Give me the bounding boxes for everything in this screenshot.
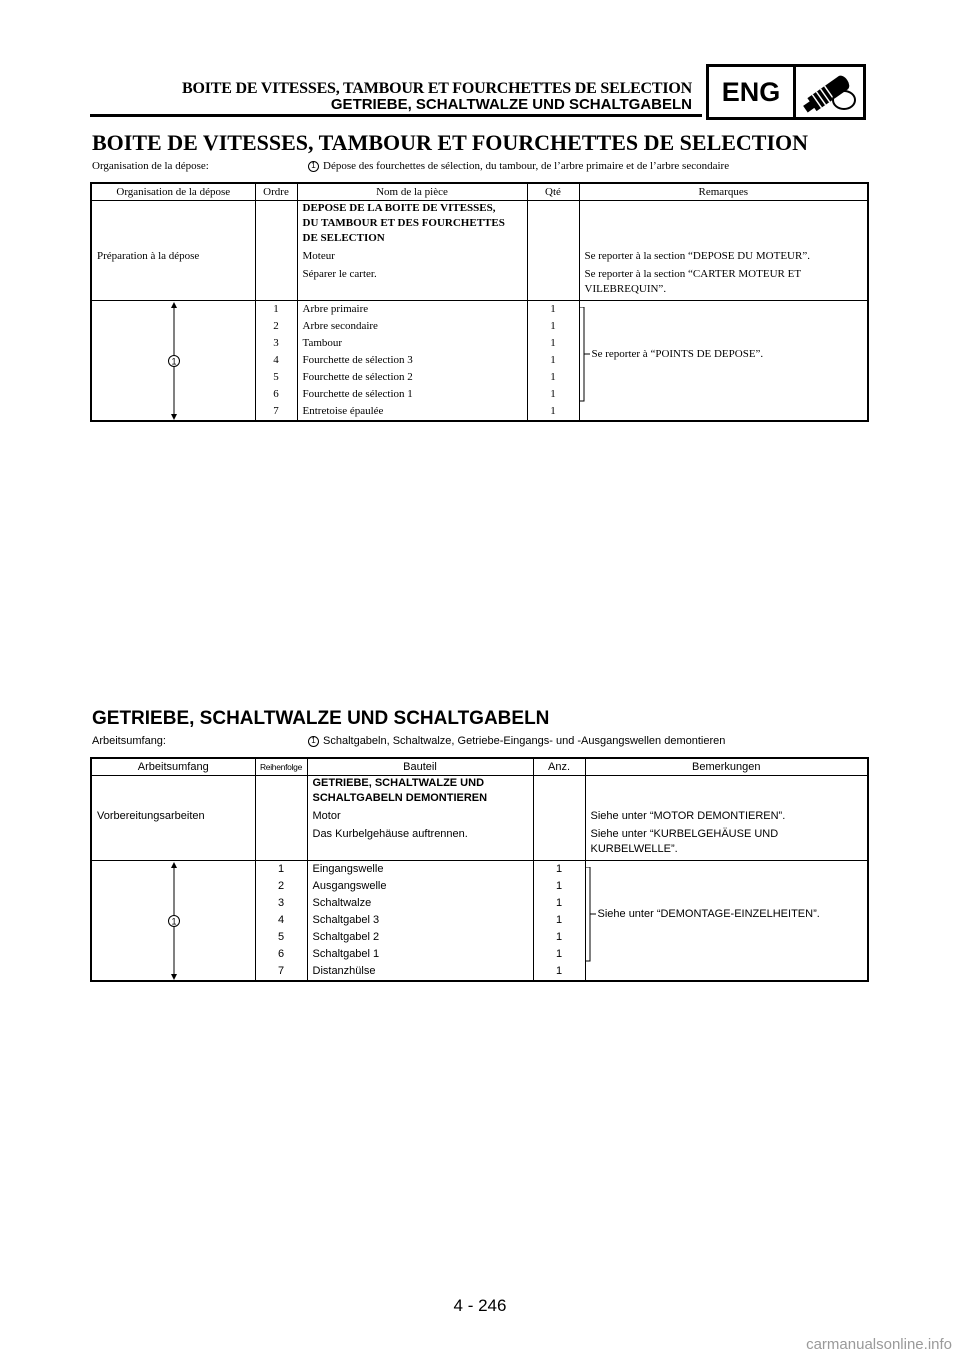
page-number: 4 - 246 [453,1296,507,1315]
col-header: Organisation de la dépose [91,183,255,201]
col-header: Ordre [255,183,297,201]
engine-bolt-icon [796,67,863,117]
section-title-de: GETRIEBE, SCHALTWALZE UND SCHALTGABELN [92,708,550,729]
table-de [90,757,869,982]
col-header: Qté [527,183,579,201]
table-row: 5 Fourchette de sélection 2 1 [91,369,868,386]
col-header: Remarques [579,183,868,201]
table-row: 2 Ausgangswelle 1 [91,878,868,895]
table-fr [90,182,869,422]
scope-value-fr [308,160,729,172]
scope-text-de: Schaltgabeln, Schaltwalze, Getriebe-Eingangs- und -Ausgangswellen demontieren [323,735,726,747]
job-title-fr: DEPOSE DE LA BOITE DE VITESSES, DU TAMBOUR ET DES FOURCHETTES DE SELECTION [297,201,527,247]
col-header: Bauteil [307,758,533,776]
table-row [91,201,868,247]
table-header-fr [91,183,868,201]
circle-marker: 1 [308,736,319,747]
group-arrow-de [91,861,255,982]
header-title-fr: BOITE DE VITESSES, TAMBOUR ET FOURCHETTES DE SELECTION [182,80,692,97]
prep-label-fr: Préparation à la dépose [91,246,255,264]
header-rule [90,114,702,117]
scope-label-fr: Organisation de la dépose: [92,160,209,172]
group-marker-de: 1 [171,916,177,927]
table-row: 5 Schaltgabel 2 1 [91,929,868,946]
circle-marker: 1 [308,161,319,172]
table-row: 6 Schaltgabel 1 1 [91,946,868,963]
table-row: Préparation à la dépose Moteur Se reporter à la section “DEPOSE DU MOTEUR”. [91,246,868,264]
table-row: 2 Arbre secondaire 1 [91,318,868,335]
table-header-de [91,758,868,776]
section-title-fr: BOITE DE VITESSES, TAMBOUR ET FOURCHETTES DE SELECTION [92,130,809,155]
table-row: 1 1 Arbre primaire 1 Se reporter à “POINTS DE DEPOSE”. [91,301,868,319]
group-arrow-fr [91,301,255,422]
col-header: Nom de la pièce [297,183,527,201]
watermark[interactable]: carmanualsonline.info [806,1336,952,1353]
table-row: 7 Entretoise épaulée 1 [91,403,868,421]
eng-badge-label: ENG [709,67,796,117]
job-title-de: GETRIEBE, SCHALTWALZE UND SCHALTGABELN DEMONTIEREN [307,776,533,807]
scope-text-fr: Dépose des fourchettes de sélection, du tambour, de l’arbre primaire et de l’arbre secondaire [323,160,730,172]
col-header: Arbeitsumfang [91,758,255,776]
table-row: 1 1 Eingangswelle 1 Siehe unter “DEMONTAGE-EINZELHEITEN”. [91,861,868,879]
scope-value-de [308,735,725,747]
table-row: 4 Fourchette de sélection 3 1 [91,352,868,369]
scope-label-de: Arbeitsumfang: [92,735,166,747]
table-row: Vorbereitungsarbeiten Motor Siehe unter “MOTOR DEMONTIEREN”. [91,806,868,824]
table-row [91,776,868,807]
table-row: 6 Fourchette de sélection 1 1 [91,386,868,403]
col-header: Anz. [533,758,585,776]
table-row: 3 Tambour 1 [91,335,868,352]
group-marker-fr: 1 [171,356,177,367]
table-row: 7 Distanzhülse 1 [91,963,868,981]
eng-badge [706,64,866,120]
group-remark-de: Siehe unter “DEMONTAGE-EINZELHEITEN”. [585,861,868,982]
col-header: Bemerkungen [585,758,868,776]
prep-label-de: Vorbereitungsarbeiten [91,806,255,824]
group-remark-fr: Se reporter à “POINTS DE DEPOSE”. [579,301,868,422]
table-row: 3 Schaltwalze 1 [91,895,868,912]
header-title-de: GETRIEBE, SCHALTWALZE UND SCHALTGABELN [330,96,692,113]
col-header: Reihenfolge [255,758,307,776]
table-row: Das Kurbelgehäuse auftrennen. Siehe unter “KURBELGEHÄUSE UND KURBELWELLE”. [91,824,868,861]
table-row: 4 Schaltgabel 3 1 [91,912,868,929]
table-row: Séparer le carter. Se reporter à la section “CARTER MOTEUR ET VILEBREQUIN”. [91,264,868,301]
